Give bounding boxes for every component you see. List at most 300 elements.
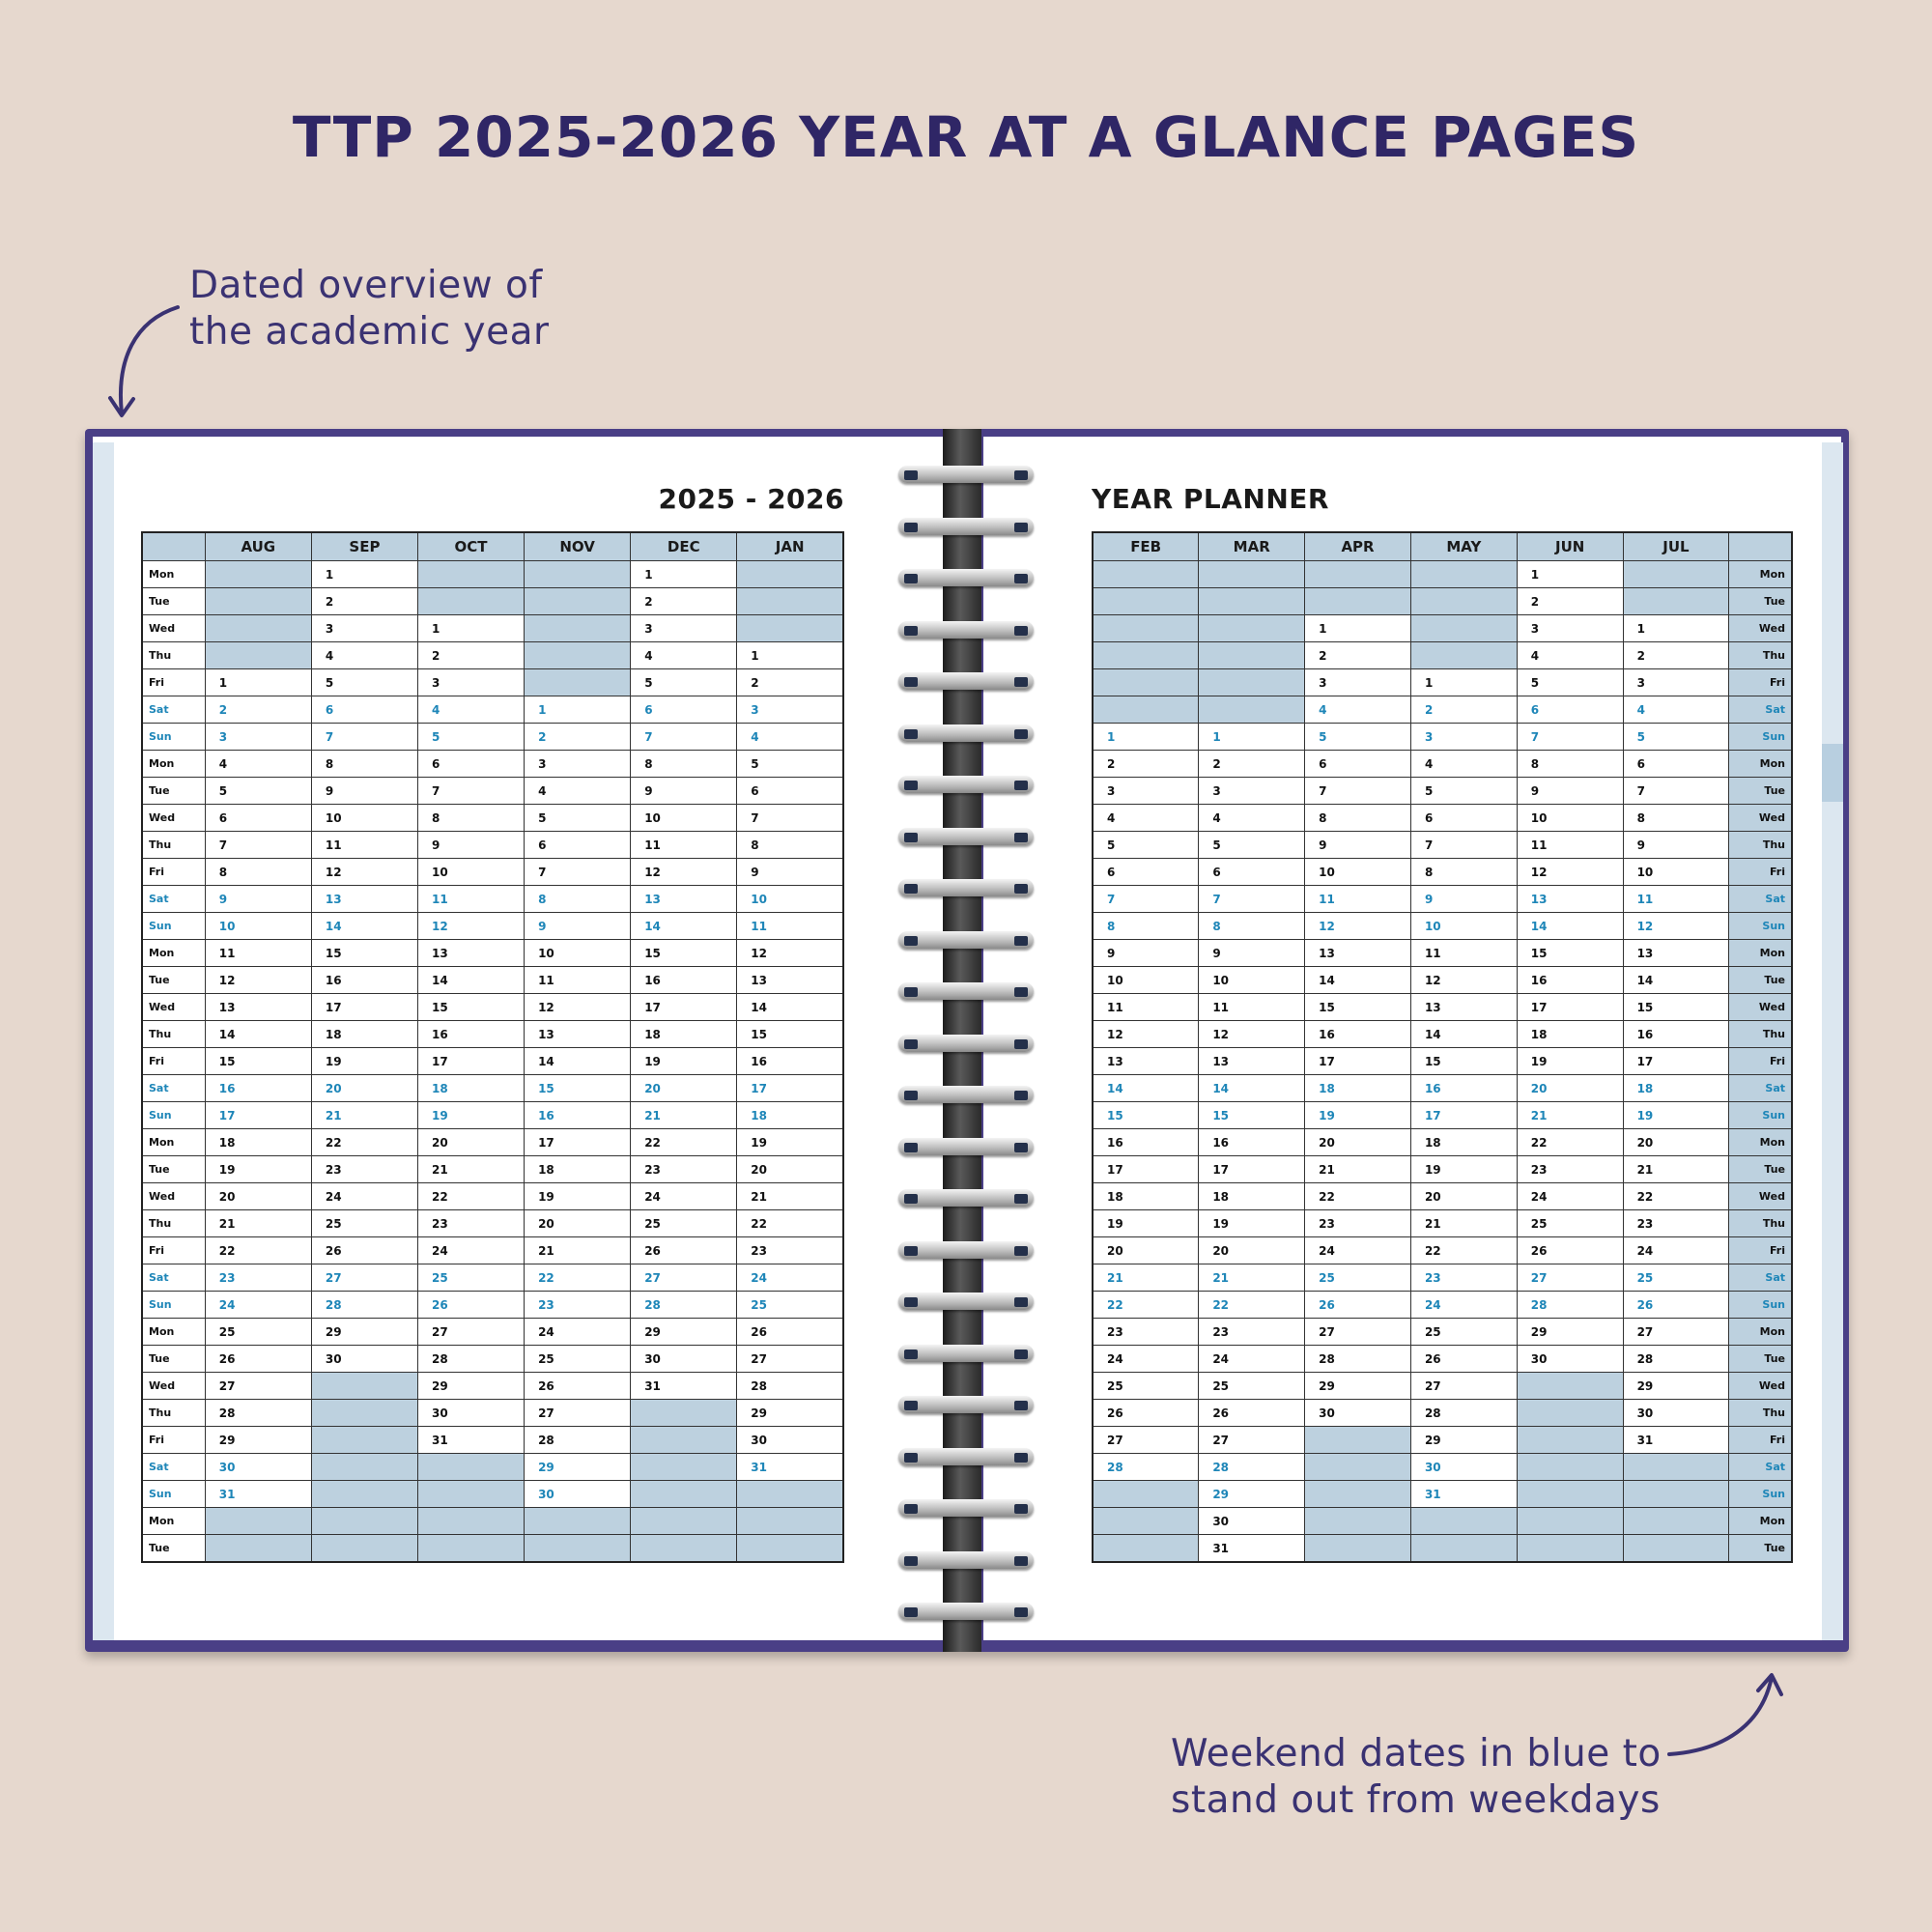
month-header: JAN [737,532,843,561]
date-cell: 25 [525,1346,631,1373]
date-cell: 21 [737,1183,843,1210]
table-header-row [1093,532,1792,561]
date-cell: 26 [311,1237,417,1264]
empty-cell [1093,1481,1199,1508]
date-cell: 7 [631,724,737,751]
date-cell: 4 [1093,805,1199,832]
weekday-label: Fri [1729,1427,1792,1454]
date-cell: 7 [1093,886,1199,913]
weekday-label: Tue [1729,1346,1792,1373]
date-cell: 26 [1517,1237,1623,1264]
date-cell: 7 [1199,886,1305,913]
date-cell: 10 [205,913,311,940]
date-cell: 3 [417,669,524,696]
empty-cell [417,1454,524,1481]
date-cell: 1 [205,669,311,696]
date-cell: 3 [525,751,631,778]
spiral-coil [898,1396,1034,1417]
date-cell: 12 [417,913,524,940]
date-cell: 20 [1199,1237,1305,1264]
date-cell: 9 [1093,940,1199,967]
date-cell: 19 [205,1156,311,1183]
date-cell: 5 [1093,832,1199,859]
weekday-label: Tue [142,1346,205,1373]
date-cell: 13 [1517,886,1623,913]
date-cell: 18 [525,1156,631,1183]
table-row [142,588,843,615]
date-cell: 24 [1305,1237,1411,1264]
date-cell: 26 [1199,1400,1305,1427]
date-cell: 2 [311,588,417,615]
date-cell: 17 [1305,1048,1411,1075]
date-cell: 14 [205,1021,311,1048]
weekday-label: Sun [1729,724,1792,751]
date-cell: 4 [631,642,737,669]
table-row [1093,1048,1792,1075]
weekday-label: Sun [142,1481,205,1508]
header-cell-blank [1729,532,1792,561]
empty-cell [631,1481,737,1508]
weekday-label: Sat [1729,696,1792,724]
table-row [1093,615,1792,642]
date-cell: 17 [525,1129,631,1156]
date-cell: 8 [1517,751,1623,778]
date-cell: 5 [311,669,417,696]
date-cell: 15 [1199,1102,1305,1129]
empty-cell [1517,1400,1623,1427]
weekday-label: Fri [1729,859,1792,886]
weekday-label: Wed [142,1183,205,1210]
table-row [1093,642,1792,669]
date-cell: 16 [1093,1129,1199,1156]
weekday-label: Tue [1729,1156,1792,1183]
date-cell: 19 [311,1048,417,1075]
date-cell: 6 [205,805,311,832]
date-cell: 13 [1093,1048,1199,1075]
date-cell: 24 [1623,1237,1729,1264]
date-cell: 2 [205,696,311,724]
weekday-label: Thu [1729,1400,1792,1427]
weekday-label: Sat [142,696,205,724]
date-cell: 29 [1199,1481,1305,1508]
date-cell: 12 [525,994,631,1021]
date-cell: 7 [417,778,524,805]
date-cell: 16 [525,1102,631,1129]
date-cell: 31 [205,1481,311,1508]
date-cell: 23 [311,1156,417,1183]
weekday-label: Thu [142,1210,205,1237]
empty-cell [631,1508,737,1535]
empty-cell [1517,1454,1623,1481]
date-cell: 1 [631,561,737,588]
date-cell: 21 [1199,1264,1305,1292]
table-row [142,1210,843,1237]
date-cell: 3 [1623,669,1729,696]
date-cell: 18 [1623,1075,1729,1102]
empty-cell [631,1427,737,1454]
weekday-label: Mon [1729,1129,1792,1156]
date-cell: 24 [525,1319,631,1346]
date-cell: 9 [1623,832,1729,859]
date-cell: 2 [1623,642,1729,669]
table-row [1093,1373,1792,1400]
date-cell: 11 [1305,886,1411,913]
spiral-coil [898,776,1034,797]
date-cell: 31 [1199,1535,1305,1563]
table-row [1093,1021,1792,1048]
weekday-label: Mon [142,561,205,588]
date-cell: 31 [631,1373,737,1400]
table-row [142,1156,843,1183]
table-row [1093,913,1792,940]
weekday-label: Wed [142,615,205,642]
date-cell: 10 [1305,859,1411,886]
date-cell: 8 [1623,805,1729,832]
date-cell: 23 [1517,1156,1623,1183]
table-row [1093,724,1792,751]
weekday-label: Fri [142,1048,205,1075]
date-cell: 1 [525,696,631,724]
date-cell: 25 [1093,1373,1199,1400]
date-cell: 6 [1199,859,1305,886]
empty-cell [525,669,631,696]
date-cell: 16 [1623,1021,1729,1048]
empty-cell [1199,588,1305,615]
date-cell: 14 [1410,1021,1517,1048]
date-cell: 11 [1410,940,1517,967]
table-row [1093,940,1792,967]
date-cell: 12 [737,940,843,967]
table-row [1093,1156,1792,1183]
date-cell: 20 [631,1075,737,1102]
date-cell: 3 [631,615,737,642]
empty-cell [1410,1535,1517,1563]
table-row [1093,1427,1792,1454]
date-cell: 14 [737,994,843,1021]
date-cell: 12 [1623,913,1729,940]
weekday-label: Wed [1729,805,1792,832]
date-cell: 18 [1517,1021,1623,1048]
date-cell: 11 [417,886,524,913]
date-cell: 13 [311,886,417,913]
month-header: NOV [525,532,631,561]
table-row [1093,1400,1792,1427]
empty-cell [1199,561,1305,588]
weekday-label: Sat [142,886,205,913]
date-cell: 27 [525,1400,631,1427]
date-cell: 29 [311,1319,417,1346]
month-header: FEB [1093,532,1199,561]
date-cell: 10 [417,859,524,886]
date-cell: 27 [1093,1427,1199,1454]
date-cell: 15 [311,940,417,967]
date-cell: 12 [311,859,417,886]
month-header: OCT [417,532,524,561]
date-cell: 6 [525,832,631,859]
month-header: AUG [205,532,311,561]
date-cell: 12 [205,967,311,994]
table-row [142,1292,843,1319]
weekday-label: Sun [142,1102,205,1129]
weekday-label: Wed [1729,1373,1792,1400]
date-cell: 27 [1623,1319,1729,1346]
date-cell: 13 [205,994,311,1021]
date-cell: 22 [417,1183,524,1210]
date-cell: 4 [311,642,417,669]
date-cell: 8 [631,751,737,778]
date-cell: 4 [417,696,524,724]
weekday-label: Sat [1729,1454,1792,1481]
page-title: TTP 2025-2026 YEAR AT A GLANCE PAGES [292,104,1640,170]
empty-cell [737,1481,843,1508]
date-cell: 8 [1305,805,1411,832]
date-cell: 28 [205,1400,311,1427]
date-cell: 13 [1305,940,1411,967]
date-cell: 30 [1305,1400,1411,1427]
date-cell: 21 [1517,1102,1623,1129]
date-cell: 13 [1623,940,1729,967]
date-cell: 23 [417,1210,524,1237]
date-cell: 27 [1410,1373,1517,1400]
table-row [142,615,843,642]
date-cell: 22 [1199,1292,1305,1319]
spiral-coil [898,1603,1034,1624]
date-cell: 22 [205,1237,311,1264]
table-row [142,1535,843,1563]
date-cell: 31 [737,1454,843,1481]
weekday-label: Fri [142,669,205,696]
empty-cell [1093,1535,1199,1563]
date-cell: 19 [1410,1156,1517,1183]
date-cell: 21 [1410,1210,1517,1237]
weekday-label: Fri [142,1237,205,1264]
date-cell: 26 [631,1237,737,1264]
date-cell: 6 [631,696,737,724]
weekday-label: Thu [1729,642,1792,669]
table-row [142,994,843,1021]
date-cell: 15 [631,940,737,967]
month-header: JUL [1623,532,1729,561]
table-row [142,1400,843,1427]
date-cell: 20 [1623,1129,1729,1156]
callout-line: the academic year [189,310,550,354]
table-row [142,913,843,940]
date-cell: 28 [1199,1454,1305,1481]
empty-cell [1410,588,1517,615]
date-cell: 21 [205,1210,311,1237]
callout-academic-year [189,263,550,355]
date-cell: 1 [1623,615,1729,642]
empty-cell [311,1400,417,1427]
date-cell: 13 [1410,994,1517,1021]
date-cell: 15 [1305,994,1411,1021]
date-cell: 25 [1199,1373,1305,1400]
weekday-label: Tue [1729,1535,1792,1563]
weekday-label: Sun [142,913,205,940]
date-cell: 15 [1623,994,1729,1021]
date-cell: 6 [737,778,843,805]
date-cell: 26 [205,1346,311,1373]
empty-cell [525,615,631,642]
date-cell: 1 [1305,615,1411,642]
date-cell: 21 [311,1102,417,1129]
date-cell: 30 [525,1481,631,1508]
date-cell: 22 [1410,1237,1517,1264]
spiral-coil [898,879,1034,900]
spiral-coil [898,1138,1034,1159]
date-cell: 23 [631,1156,737,1183]
empty-cell [1305,1427,1411,1454]
empty-cell [737,615,843,642]
date-cell: 5 [205,778,311,805]
date-cell: 19 [1517,1048,1623,1075]
empty-cell [205,1508,311,1535]
date-cell: 16 [205,1075,311,1102]
weekday-label: Sat [1729,886,1792,913]
date-cell: 13 [737,967,843,994]
date-cell: 8 [1410,859,1517,886]
weekday-label: Tue [142,967,205,994]
date-cell: 30 [205,1454,311,1481]
date-cell: 10 [1517,805,1623,832]
weekday-label: Sun [1729,1102,1792,1129]
weekday-label: Thu [1729,832,1792,859]
date-cell: 23 [737,1237,843,1264]
date-cell: 18 [631,1021,737,1048]
date-cell: 14 [631,913,737,940]
date-cell: 11 [1623,886,1729,913]
date-cell: 15 [737,1021,843,1048]
date-cell: 7 [737,805,843,832]
date-cell: 19 [1623,1102,1729,1129]
empty-cell [417,1508,524,1535]
date-cell: 6 [311,696,417,724]
spiral-coil [898,828,1034,849]
empty-cell [205,642,311,669]
empty-cell [1517,1427,1623,1454]
date-cell: 6 [1093,859,1199,886]
date-cell: 4 [1305,696,1411,724]
date-cell: 10 [1093,967,1199,994]
table-row [142,940,843,967]
table-row [1093,1319,1792,1346]
date-cell: 26 [1410,1346,1517,1373]
page-edge [1822,442,1843,1640]
date-cell: 9 [1305,832,1411,859]
date-cell: 10 [631,805,737,832]
date-cell: 20 [525,1210,631,1237]
spiral-coil [898,518,1034,539]
empty-cell [1199,642,1305,669]
table-row [142,561,843,588]
weekday-label: Tue [142,778,205,805]
empty-cell [311,1508,417,1535]
empty-cell [631,1535,737,1563]
header-cell-blank [142,532,205,561]
empty-cell [417,1481,524,1508]
date-cell: 21 [417,1156,524,1183]
table-row [1093,994,1792,1021]
table-row [1093,1292,1792,1319]
date-cell: 16 [1305,1021,1411,1048]
date-cell: 18 [417,1075,524,1102]
date-cell: 22 [525,1264,631,1292]
date-cell: 2 [631,588,737,615]
date-cell: 5 [525,805,631,832]
date-cell: 21 [631,1102,737,1129]
weekday-label: Sun [142,724,205,751]
table-row [142,1237,843,1264]
date-cell: 1 [311,561,417,588]
table-row [1093,696,1792,724]
empty-cell [1199,696,1305,724]
date-cell: 9 [417,832,524,859]
date-cell: 3 [311,615,417,642]
date-cell: 4 [737,724,843,751]
date-cell: 31 [1410,1481,1517,1508]
table-row [1093,561,1792,588]
weekday-label: Wed [1729,994,1792,1021]
date-cell: 9 [737,859,843,886]
date-cell: 3 [205,724,311,751]
date-cell: 30 [311,1346,417,1373]
empty-cell [1623,1535,1729,1563]
table-row [1093,751,1792,778]
date-cell: 4 [1517,642,1623,669]
weekday-label: Mon [1729,561,1792,588]
date-cell: 28 [417,1346,524,1373]
date-cell: 21 [525,1237,631,1264]
date-cell: 6 [1305,751,1411,778]
table-row [142,642,843,669]
month-header: DEC [631,532,737,561]
date-cell: 5 [1305,724,1411,751]
date-cell: 26 [1093,1400,1199,1427]
date-cell: 12 [631,859,737,886]
table-row [142,1454,843,1481]
date-cell: 18 [1093,1183,1199,1210]
date-cell: 21 [1093,1264,1199,1292]
date-cell: 20 [737,1156,843,1183]
date-cell: 1 [1093,724,1199,751]
date-cell: 4 [1410,751,1517,778]
spiral-coil [898,982,1034,1004]
date-cell: 31 [1623,1427,1729,1454]
date-cell: 25 [737,1292,843,1319]
date-cell: 11 [205,940,311,967]
date-cell: 24 [1093,1346,1199,1373]
date-cell: 18 [205,1129,311,1156]
date-cell: 3 [737,696,843,724]
month-header: JUN [1517,532,1623,561]
date-cell: 11 [525,967,631,994]
spiral-coil [898,466,1034,487]
date-cell: 26 [525,1373,631,1400]
date-cell: 23 [525,1292,631,1319]
date-cell: 2 [1093,751,1199,778]
date-cell: 14 [417,967,524,994]
date-cell: 10 [1199,967,1305,994]
date-cell: 29 [205,1427,311,1454]
curved-arrow-icon [97,301,193,427]
table-row [1093,1481,1792,1508]
date-cell: 27 [1199,1427,1305,1454]
table-row [142,696,843,724]
date-cell: 26 [737,1319,843,1346]
table-row [142,1048,843,1075]
empty-cell [205,615,311,642]
empty-cell [311,1373,417,1400]
